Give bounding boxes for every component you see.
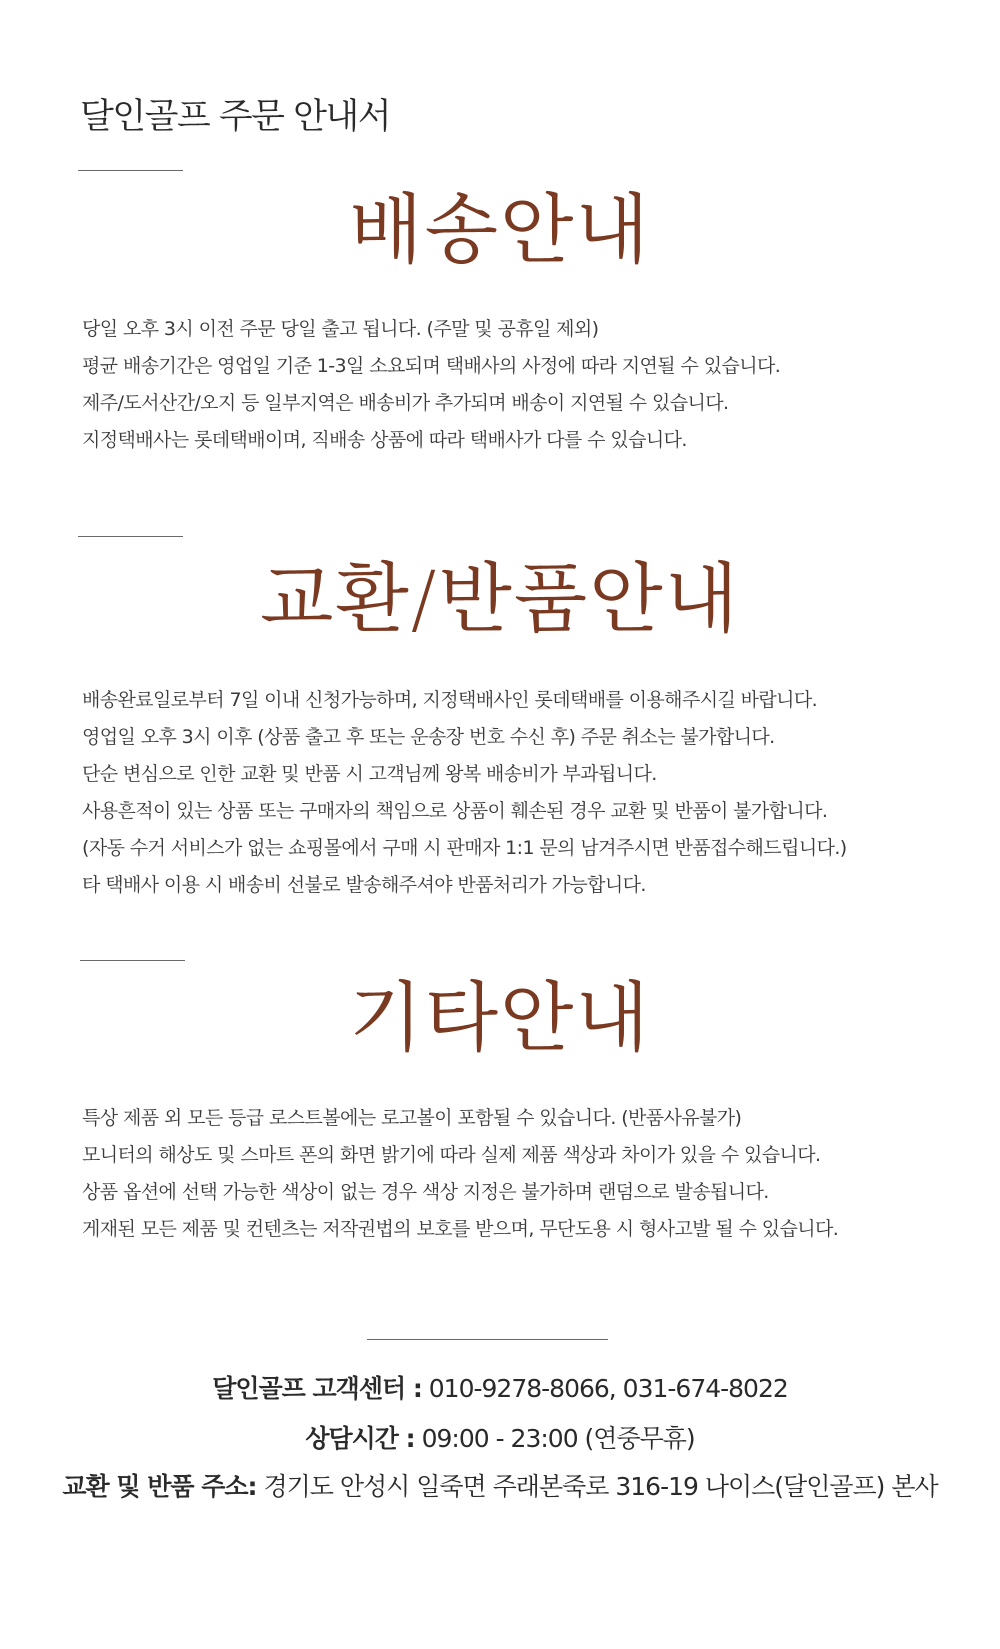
list-item: 영업일 오후 3시 이후 (상품 출고 후 또는 운송장 번호 수신 후) 주문 취소는 불가합니다. xyxy=(82,726,775,748)
list-item: (자동 수거 서비스가 없는 쇼핑몰에서 구매 시 판매자 1:1 문의 남겨주시면 반품접수해드립니다.) xyxy=(82,837,847,859)
list-item: 단순 변심으로 인한 교환 및 반품 시 고객님께 왕복 배송비가 부과됩니다. xyxy=(82,763,657,785)
section-divider xyxy=(80,960,185,961)
list-item: 타 택배사 이용 시 배송비 선불로 발송해주셔야 반품처리가 가능합니다. xyxy=(82,874,646,896)
return-address-line xyxy=(0,1472,1000,1502)
section-heading-exchange-return: 교환/반품안내 xyxy=(259,554,741,643)
list-item: 지정택배사는 롯데택배이며, 직배송 상품에 따라 택배사가 다를 수 있습니다. xyxy=(82,429,687,451)
list-item: 모니터의 해상도 및 스마트 폰의 화면 밝기에 따라 실제 제품 색상과 차이가 있을 수 있습니다. xyxy=(82,1144,821,1166)
list-item: 사용흔적이 있는 상품 또는 구매자의 책임으로 상품이 훼손된 경우 교환 및 반품이 불가합니다. xyxy=(82,800,828,822)
list-item: 당일 오후 3시 이전 주문 당일 출고 됩니다. (주말 및 공휴일 제외) xyxy=(82,318,599,340)
return-address-label: 교환 및 반품 주소: xyxy=(62,1472,257,1501)
consultation-hours-line xyxy=(0,1424,1000,1454)
list-item: 특상 제품 외 모든 등급 로스트볼에는 로고볼이 포함될 수 있습니다. (반품사유불가) xyxy=(82,1107,742,1129)
section-divider xyxy=(78,170,183,171)
customer-center-phone: 010-9278-8066, 031-674-8022 xyxy=(421,1374,788,1403)
contact-divider xyxy=(367,1339,608,1340)
customer-center-line xyxy=(0,1374,1000,1404)
consultation-hours-value: 09:00 - 23:00 (연중무휴) xyxy=(414,1424,695,1453)
shipping-info-list xyxy=(82,311,962,459)
section-divider xyxy=(78,536,183,537)
section-heading-shipping: 배송안내 xyxy=(349,185,651,274)
list-item: 배송완료일로부터 7일 이내 신청가능하며, 지정택배사인 롯데택배를 이용해주시길 바랍니다. xyxy=(82,689,818,711)
document-title: 달인골프 주문 안내서 xyxy=(80,97,391,137)
list-item: 게재된 모든 제품 및 컨텐츠는 저작권법의 보호를 받으며, 무단도용 시 형사고발 될 수 있습니다. xyxy=(82,1218,839,1240)
list-item: 상품 옵션에 선택 가능한 색상이 없는 경우 색상 지정은 불가하며 랜덤으로 발송됩니다. xyxy=(82,1181,769,1203)
list-item: 평균 배송기간은 영업일 기준 1-3일 소요되며 택배사의 사정에 따라 지연될 수 있습니다. xyxy=(82,355,781,377)
return-address-value: 경기도 안성시 일죽면 주래본죽로 316-19 나이스(달인골프) 본사 xyxy=(256,1472,938,1501)
section-heading-other: 기타안내 xyxy=(349,973,651,1062)
consultation-hours-label: 상담시간 : xyxy=(305,1424,415,1453)
other-info-list xyxy=(82,1100,962,1248)
exchange-return-info-list xyxy=(82,682,962,904)
list-item: 제주/도서산간/오지 등 일부지역은 배송비가 추가되며 배송이 지연될 수 있습니다. xyxy=(82,392,729,414)
customer-center-label: 달인골프 고객센터 : xyxy=(212,1374,422,1403)
